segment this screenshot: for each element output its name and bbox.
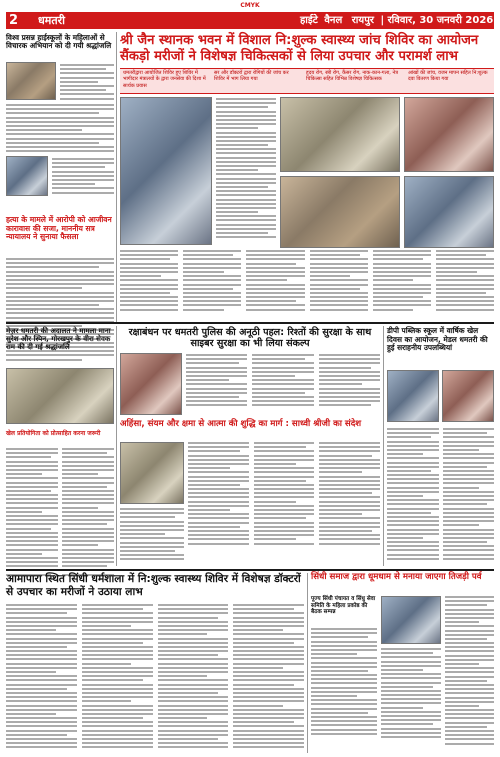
ahimsa-body <box>188 442 380 547</box>
top-logo: CMYK <box>240 2 260 9</box>
edition-label: हाईटे <box>300 15 318 26</box>
left-body-1 <box>60 64 114 102</box>
bottom-right-body <box>445 596 494 747</box>
highlight-4: आंखों की जांच, वजन मापन सहित नि:शुल्क दवा वितरण किया गया <box>408 70 488 83</box>
bottom-center-headline: सिंधी समाज द्वारा धूमधाम से मनाया जाएगा तिजड़ी पर्व <box>311 572 482 582</box>
middle-right-body <box>387 428 494 562</box>
middle-center-body <box>186 354 380 408</box>
middle-right-photo-1 <box>387 370 439 422</box>
bottom-center-body <box>311 628 377 737</box>
section-name: धमतरी <box>38 14 65 27</box>
main-photo-top-right <box>404 97 494 172</box>
ahimsa-body-left <box>120 508 184 562</box>
middle-left-body <box>6 448 58 578</box>
city-name: रायपुर <box>351 15 374 26</box>
middle-left-headline: मेज़र धमतरी की अदालत ने मामला माना सुरेश और स्पिन, गोरखपुर के वीरा सेवक राम की दी गई श्रद्धांजलि <box>6 326 111 352</box>
middle-center-photo <box>120 353 182 415</box>
bottom-center-body-2 <box>381 648 441 740</box>
left-body-2 <box>6 104 114 154</box>
section-divider-1 <box>6 322 494 324</box>
bottom-left-headline: आमापारा स्थित सिंधी धर्मशाला में नि:शुल्क स्वास्थ्य शिविर में विशेषज्ञ डॉक्टरों से उपचार का मरीजों ने उठाया लाभ <box>6 573 301 598</box>
middle-left-body-2 <box>62 448 114 578</box>
main-photo-top <box>280 97 400 172</box>
middle-right-headline: डीपी पब्लिक स्कूल में वार्षिक खेल दिवस का आयोजन, मेडल धमतरी की हुई सराहनीय उपलब्धियां <box>387 326 488 353</box>
middle-rule-right <box>383 326 384 566</box>
highlight-2: सर और डॉक्टरों द्वारा रोगियों की जांच कर शिविर में भाग लिया गया <box>214 70 289 83</box>
middle-rule-left <box>116 326 117 566</box>
left-column-rule <box>116 32 117 322</box>
left-headline-1: विश्व प्रसन्न हाईस्कूलों के महिलाओं से विचारक अभियान को दी गयी श्रद्धांजलि <box>6 33 112 51</box>
left-photo-2 <box>6 156 48 196</box>
bottom-center-photo <box>381 596 441 644</box>
main-photo-mid-right <box>404 176 494 248</box>
section-divider-2 <box>6 569 494 571</box>
bottom-rule <box>307 573 308 753</box>
bottom-left-body <box>6 604 304 751</box>
middle-left-inline-headline: खेल प्रतियोगिता को प्रोत्साहित करना जरूरी <box>6 430 101 437</box>
left-photo-1 <box>6 62 56 100</box>
masthead-right <box>300 12 493 29</box>
highlight-1: धमतरीद्वारा आयोजित शिविर हुए शिविर में भागीदार मंत्रालयों के द्वारा जनसेवा की दिशा में सार्थक प्रयास <box>123 70 206 89</box>
bottom-center-subhead: पूज्य सिंधी पंचायत व सिंधु सेवा समिति के महिला प्रकोष्ठ की बैठक सम्पन्न <box>311 596 376 616</box>
main-headline: श्री जैन स्थानक भवन में विशाल नि:शुल्क स्वास्थ्य जांच शिविर का आयोजन सैंकड़ो मरीजों ने विशेषज्ञ चिकित्सकों से लिया उपचार और परामर्श लाभ <box>120 33 479 65</box>
main-photo-mid <box>280 176 400 248</box>
middle-center-headline: रक्षाबंधन पर धमतरी पुलिस की अनूठी पहल: रिश्तों की सुरक्षा के साथ साइबर सुरक्षा का भी लिया संकल्प <box>128 327 372 350</box>
left-body-3 <box>52 158 114 196</box>
paper-name: वैनल <box>324 15 343 26</box>
middle-left-photo <box>6 368 114 424</box>
issue-date: | रविवार, 30 जनवरी 2026 <box>380 15 494 26</box>
middle-right-photo-2 <box>442 370 494 422</box>
main-body-bottom <box>120 250 494 313</box>
left-headline-2: हत्या के मामले में आरोपी को आजीवन कारावास की सजा, माननीय सत्र न्यायालय ने सुनाया फैसला <box>6 215 112 242</box>
page-number: 2 <box>9 13 19 28</box>
main-body-1 <box>216 98 276 240</box>
ahimsa-headline: अहिंसा, संयम और क्षमा से आत्मा की शुद्धि का मार्ग : साध्वी श्रीजी का संदेश <box>120 419 362 429</box>
ahimsa-photo <box>120 442 184 504</box>
main-photo-left <box>120 97 212 245</box>
highlight-3: हृदय रोग, स्त्री रोग, कैंसर रोग, नाक-कान-गला, नेत्र चिकित्सा सहित विभिन्न विशेषज्ञ चिकित्सक <box>306 70 398 83</box>
